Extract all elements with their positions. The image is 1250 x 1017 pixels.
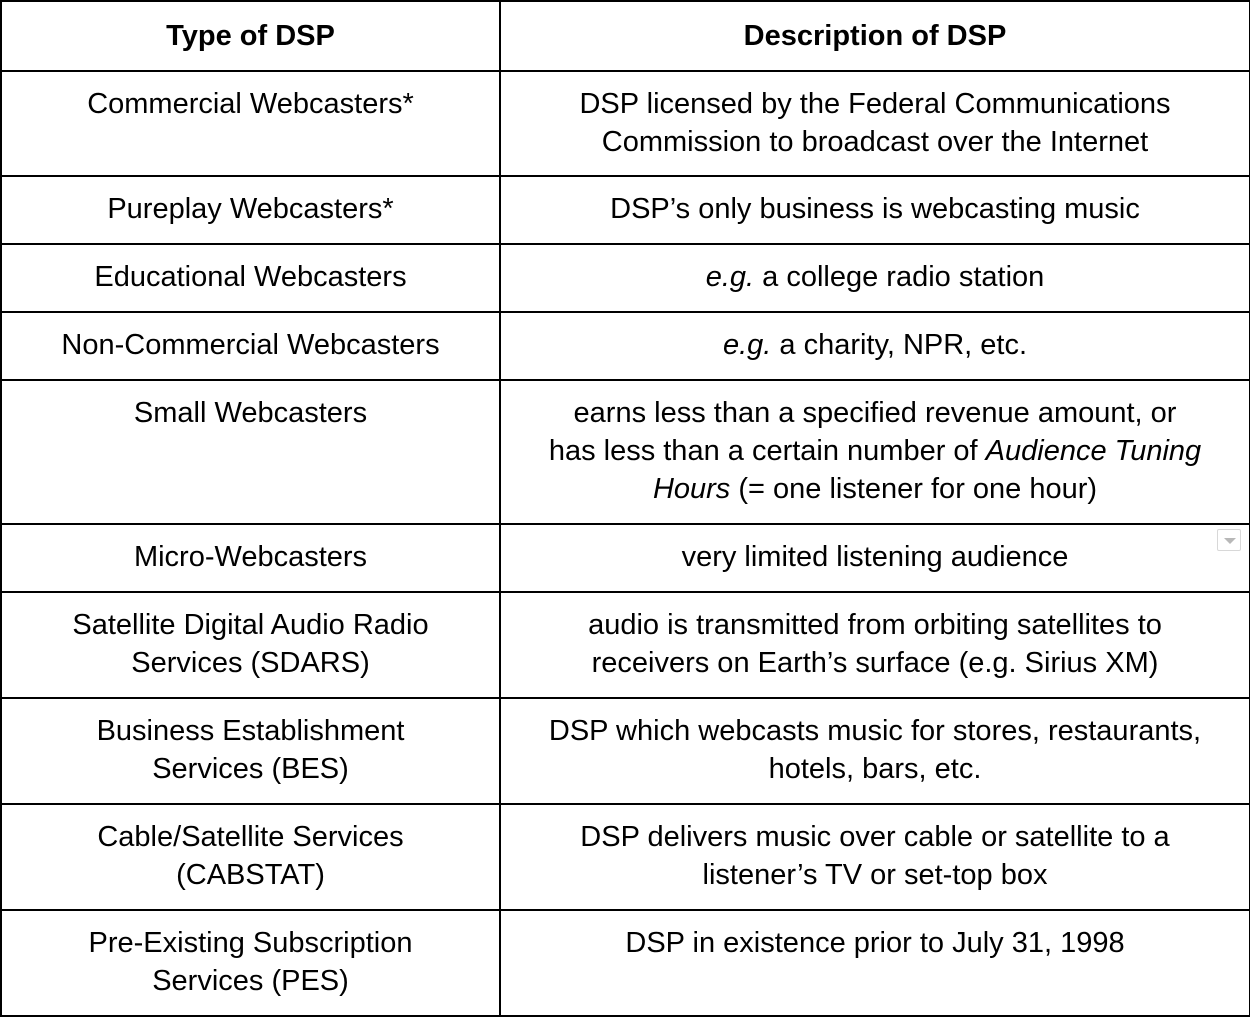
dsp-description-line <box>507 924 1243 962</box>
description-text: receivers on Earth’s surface (e.g. Sirius XM) <box>591 647 1159 679</box>
table-row <box>1 380 1250 524</box>
table-row <box>1 804 1250 910</box>
dsp-description-cell <box>500 698 1250 804</box>
dsp-description-line <box>507 856 1243 894</box>
dsp-description-cell <box>500 312 1250 380</box>
dsp-description-cell <box>500 524 1250 592</box>
dsp-type-text: Cable/Satellite Services <box>97 821 404 853</box>
description-text: a charity, NPR, etc. <box>771 329 1028 361</box>
description-text: (= one listener for one hour) <box>730 473 1098 505</box>
dsp-description-line <box>507 750 1243 788</box>
dsp-type-cell <box>1 910 500 1016</box>
table-row <box>1 244 1250 312</box>
dsp-type-cell <box>1 244 500 312</box>
dsp-description-line <box>507 258 1243 296</box>
table-row <box>1 592 1250 698</box>
dsp-type-cell <box>1 71 500 176</box>
dsp-type-text: Satellite Digital Audio Radio <box>72 609 429 641</box>
dsp-type-text: Business Establishment <box>96 715 405 747</box>
dsp-type-text: Pureplay Webcasters* <box>107 193 394 225</box>
dsp-description-line <box>507 85 1243 123</box>
description-text: DSP delivers music over cable or satellite to a <box>580 821 1170 853</box>
dsp-description-cell <box>500 176 1250 244</box>
dsp-type-cell <box>1 698 500 804</box>
description-text: has less than a certain number of <box>548 435 986 467</box>
description-text: hotels, bars, etc. <box>768 753 982 785</box>
header-description-of-dsp: Description of DSP <box>500 1 1250 71</box>
description-text: DSP which webcasts music for stores, restaurants, <box>548 715 1202 747</box>
table-row <box>1 524 1250 592</box>
description-text: a college radio station <box>754 261 1045 293</box>
header-row <box>1 1 1250 71</box>
description-text: Commission to broadcast over the Internet <box>601 126 1149 158</box>
dsp-type-cell <box>1 380 500 524</box>
dsp-description-line <box>507 818 1243 856</box>
dsp-description-line <box>507 123 1243 161</box>
dsp-type-text: Non-Commercial Webcasters <box>61 329 440 361</box>
description-italic-text: Audience Tuning <box>985 435 1202 467</box>
dsp-type-text: Services (SDARS) <box>131 647 370 679</box>
dsp-type-cell <box>1 524 500 592</box>
dsp-description-line <box>507 190 1243 228</box>
description-text: listener’s TV or set-top box <box>702 859 1048 891</box>
description-text: DSP in existence prior to July 31, 1998 <box>625 927 1125 959</box>
dsp-type-cell <box>1 592 500 698</box>
dsp-description-cell <box>500 71 1250 176</box>
dsp-description-cell <box>500 244 1250 312</box>
description-italic-text: e.g. <box>705 261 755 293</box>
dsp-type-text: Services (BES) <box>152 753 349 785</box>
description-text: DSP licensed by the Federal Communications <box>579 88 1171 120</box>
dsp-description-line <box>507 538 1243 576</box>
description-text: very limited listening audience <box>681 541 1069 573</box>
description-text: DSP’s only business is webcasting music <box>610 193 1140 225</box>
dsp-description-line <box>507 644 1243 682</box>
dsp-description-cell <box>500 910 1250 1016</box>
dsp-type-cell <box>1 176 500 244</box>
dsp-type-cell <box>1 804 500 910</box>
description-text: audio is transmitted from orbiting satellites to <box>588 609 1162 641</box>
header-type-of-dsp: Type of DSP <box>1 1 500 71</box>
table-row <box>1 176 1250 244</box>
dsp-description-line <box>507 606 1243 644</box>
description-italic-text: e.g. <box>722 329 772 361</box>
dsp-type-text: (CABSTAT) <box>176 859 325 891</box>
dsp-description-line <box>507 432 1243 470</box>
dsp-type-cell <box>1 312 500 380</box>
table-row <box>1 71 1250 176</box>
dsp-type-text: Commercial Webcasters* <box>87 88 414 120</box>
dsp-type-text: Services (PES) <box>152 965 349 997</box>
table-row <box>1 312 1250 380</box>
dsp-type-text: Small Webcasters <box>133 397 368 429</box>
description-text: earns less than a specified revenue amount, or <box>573 397 1177 429</box>
table-row <box>1 910 1250 1016</box>
dsp-description-line <box>507 712 1243 750</box>
dsp-description-cell <box>500 804 1250 910</box>
dsp-description-cell <box>500 592 1250 698</box>
dsp-type-text: Micro-Webcasters <box>133 541 368 573</box>
table-row <box>1 698 1250 804</box>
dsp-description-cell <box>500 380 1250 524</box>
chevron-down-icon[interactable] <box>1217 529 1241 551</box>
description-italic-text: Hours <box>652 473 731 505</box>
dsp-description-line <box>507 326 1243 364</box>
dsp-description-line <box>507 394 1243 432</box>
dsp-type-text: Pre-Existing Subscription <box>88 927 413 959</box>
dsp-description-line <box>507 470 1243 508</box>
dsp-type-text: Educational Webcasters <box>94 261 407 293</box>
